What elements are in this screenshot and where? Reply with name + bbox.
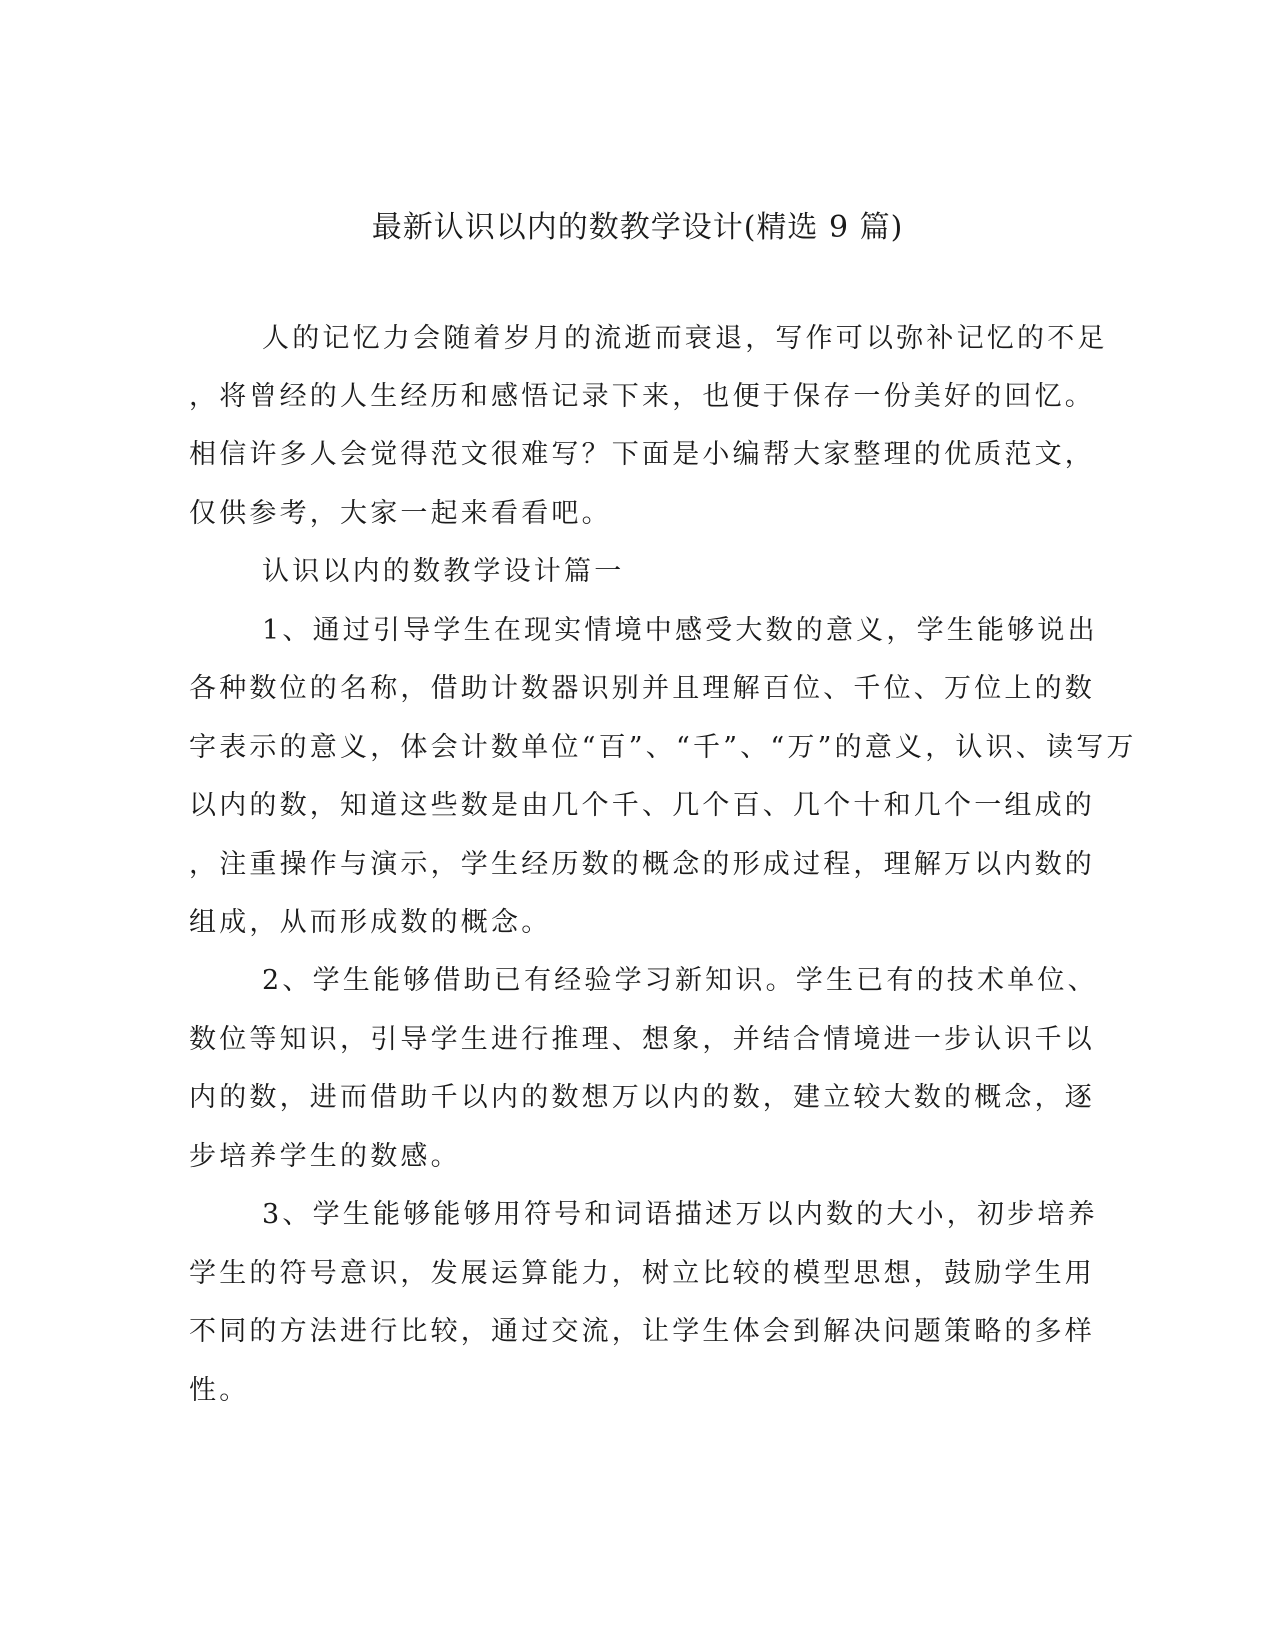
document-title: 最新认识以内的数教学设计(精选 9 篇) [371, 210, 904, 245]
intro-line-3: 相信许多人会觉得范文很难写？下面是小编帮大家整理的优质范文， [189, 439, 1095, 470]
item-1-line-6: 组成，从而形成数的概念。 [189, 907, 552, 938]
intro-line-2: ，将曾经的人生经历和感悟记录下来，也便于保存一份美好的回忆。 [189, 381, 1095, 412]
section-heading: 认识以内的数教学设计篇一 [262, 556, 625, 587]
intro-line-1: 人的记忆力会随着岁月的流逝而衰退，写作可以弥补记忆的不足 [262, 323, 1108, 354]
item-3-line-2: 学生的符号意识，发展运算能力，树立比较的模型思想，鼓励学生用 [189, 1258, 1095, 1289]
item-1-line-5: ，注重操作与演示，学生经历数的概念的形成过程，理解万以内数的 [189, 849, 1095, 880]
item-3-line-3: 不同的方法进行比较，通过交流，让学生体会到解决问题策略的多样 [189, 1316, 1095, 1347]
item-2-line-2: 数位等知识，引导学生进行推理、想象，并结合情境进一步认识千以 [189, 1024, 1095, 1055]
item-1-line-2: 各种数位的名称，借助计数器识别并且理解百位、千位、万位上的数 [189, 673, 1095, 704]
item-1-line-1: 1、通过引导学生在现实情境中感受大数的意义，学生能够说出 [262, 615, 1098, 646]
item-2-line-4: 步培养学生的数感。 [189, 1141, 461, 1172]
item-3-line-4: 性。 [189, 1375, 250, 1406]
item-3-line-1: 3、学生能够能够用符号和词语描述万以内数的大小，初步培养 [262, 1199, 1098, 1230]
item-1-line-4: 以内的数，知道这些数是由几个千、几个百、几个十和几个一组成的 [189, 790, 1095, 821]
item-2-line-3: 内的数，进而借助千以内的数想万以内的数，建立较大数的概念，逐 [189, 1082, 1095, 1113]
item-2-line-1: 2、学生能够借助已有经验学习新知识。学生已有的技术单位、 [262, 965, 1098, 996]
item-1-line-3: 字表示的意义，体会计数单位“百”、“千”、“万”的意义，认识、读写万 [189, 732, 1137, 763]
intro-line-4: 仅供参考，大家一起来看看吧。 [189, 498, 612, 529]
